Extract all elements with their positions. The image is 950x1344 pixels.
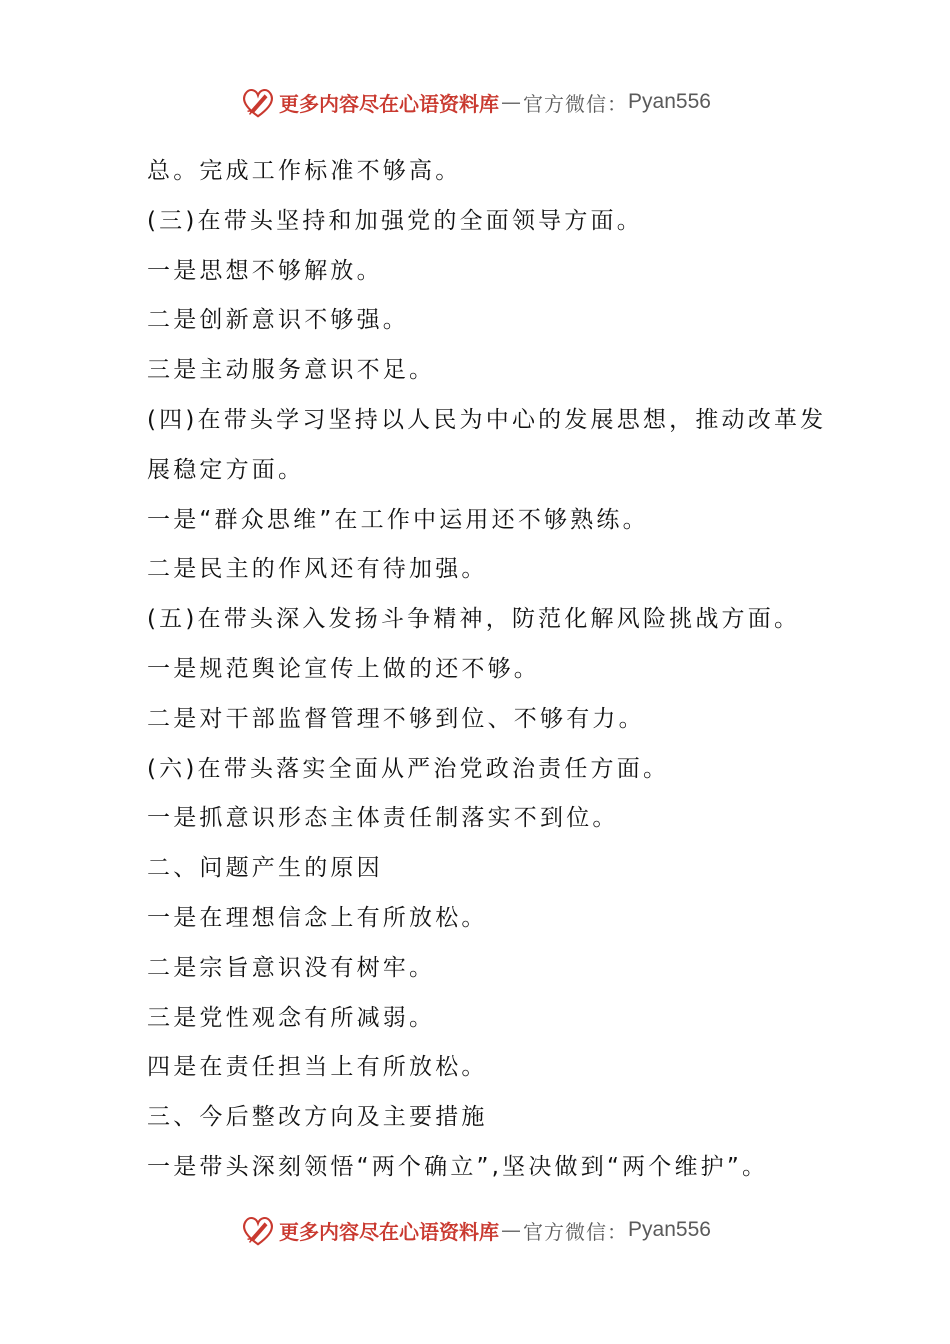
watermark-prefix: 更多内容尽在心语资料库: [279, 91, 500, 116]
chapter-heading: 三、今后整改方向及主要措施: [147, 1104, 488, 1131]
text-line: 二是宗旨意识没有树牢。: [147, 954, 436, 981]
watermark-dash: —: [501, 90, 522, 114]
text-line: 一是规范舆论宣传上做的还不够。: [147, 655, 540, 682]
chapter-heading: 二、问题产生的原因: [147, 855, 383, 882]
footer-watermark: [0, 1210, 950, 1250]
text-line: 三是主动服务意识不足。: [147, 357, 436, 384]
text-line: 二是民主的作风还有待加强。: [147, 556, 488, 583]
text-line: 三是党性观念有所减弱。: [147, 1004, 436, 1031]
section-heading: (四)在带头学习坚持以人民为中心的发展思想，推动改革发: [147, 406, 827, 433]
text-line: 一是在理想信念上有所放松。: [147, 904, 488, 931]
watermark-dash: —: [501, 1218, 522, 1242]
pen-heart-logo-icon: [239, 1211, 277, 1249]
section-heading-continued: 展稳定方面。: [147, 456, 305, 483]
watermark-official: 官方微信：: [523, 91, 629, 116]
section-heading: (三)在带头坚持和加强党的全面领导方面。: [147, 207, 643, 234]
section-heading: (五)在带头深入发扬斗争精神，防范化解风险挑战方面。: [147, 606, 801, 633]
document-body: [147, 147, 847, 1193]
watermark-wechat-id: Pyan556: [628, 1218, 711, 1241]
watermark-prefix: 更多内容尽在心语资料库: [279, 1219, 500, 1244]
pen-heart-logo-icon: [239, 83, 277, 121]
text-line: 一是抓意识形态主体责任制落实不到位。: [147, 805, 619, 832]
text-line: 二是对干部监督管理不够到位、不够有力。: [147, 705, 645, 732]
text-line: 一是带头深刻领悟“两个确立”,坚决做到“两个维护”。: [147, 1153, 769, 1180]
text-line: 一是思想不够解放。: [147, 257, 383, 284]
section-heading: (六)在带头落实全面从严治党政治责任方面。: [147, 755, 670, 782]
watermark-official: 官方微信：: [523, 1219, 629, 1244]
text-line: 二是创新意识不够强。: [147, 307, 409, 334]
header-watermark: [0, 82, 950, 122]
watermark-wechat-id: Pyan556: [628, 90, 711, 113]
text-line: 一是“群众思维”在工作中运用还不够熟练。: [147, 506, 649, 533]
text-line: 四是在责任担当上有所放松。: [147, 1054, 488, 1081]
text-line: 总。完成工作标准不够高。: [147, 158, 462, 184]
